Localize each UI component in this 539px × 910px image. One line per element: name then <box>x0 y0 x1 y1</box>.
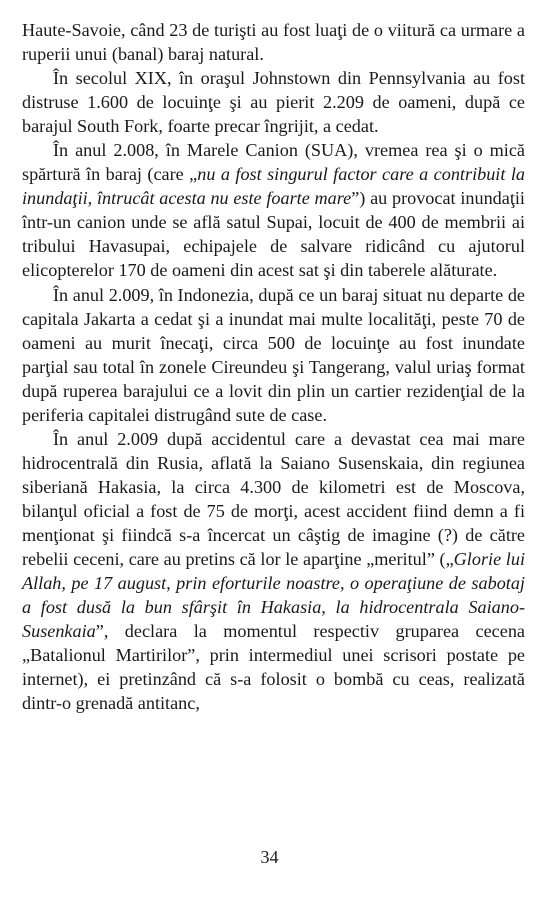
text-run: Haute-Savoie, când 23 de turişti au fost luaţi de o viitură ca urmare a ruperii unui (banal) baraj natural. <box>22 20 525 65</box>
paragraph <box>22 427 525 716</box>
text-run: În secolul XIX, în oraşul Johnstown din Pennsylvania au fost distruse 1.600 de locuinţe şi au pierit 2.209 de oameni, după ce barajul South Fork, foarte precar îngrijit, a cedat. <box>22 68 525 137</box>
text-run: În anul 2.008, în Marele Canion (SUA), vremea rea şi o mică spărtură în baraj (care „ <box>22 140 525 185</box>
italic-quote: nu a fost singurul factor care a contribuit la inundaţii, întrucât acesta nu este foarte mare <box>22 164 525 209</box>
text-run: În anul 2.009 după accidentul care a devastat cea mai mare hidrocentrală din Rusia, aflată la Saiano Susenskaia, din regiunea siberiană Hakasia, la circa 4.300 de kilometri est de Moscova, bilanţul oficial a fost de 75 de morţi, acest accident fiind demn a fi menţionat şi fiindcă s-a încercat un câştig de imagine (?) de către rebelii ceceni, care au pretins că lor le aparţine „meritul” („ <box>22 428 525 570</box>
body-text <box>22 18 525 715</box>
page-number: 34 <box>260 847 279 867</box>
text-run: ”, declara la momentul respectiv gruparea cecena „Batalionul Martirilor”, prin intermediul unei scrisori postate pe internet), ei pretinzând că s-a folosit o bombă cu ceas, realizată dintr-o grenadă antitanc, <box>22 621 525 714</box>
paragraph <box>22 283 525 427</box>
text-run: ”) au provocat inundaţii într-un canion unde se află satul Supai, locuit de 400 de membrii ai tribului Havasupai, echipajele de salvare ridicând cu ajutorul elicopterelor 170 de oameni din acest sat şi din taberele alăturate. <box>22 188 525 281</box>
paragraph <box>22 18 525 66</box>
italic-quote: Glorie lui Allah, pe 17 august, prin eforturile noastre, o operaţiune de sabotaj a fost dusă la bun sfârşit în Hakasia, la hidrocentrala Saiano-Susenkaia <box>22 549 525 642</box>
paragraph <box>22 66 525 138</box>
text-run: În anul 2.009, în Indonezia, după ce un baraj situat nu departe de capitala Jakarta a cedat şi a inundat mai multe localităţi, peste 70 de oameni au murit înecaţi, circa 500 de locuinţe au fost inundate parţial sau total în zonele Cireundeu şi Tangerang, valul uriaş format după ruperea barajului ce a lovit din plin un cartier rezidenţial de la periferia capitalei distrugând sute de case. <box>22 284 525 425</box>
paragraph <box>22 138 525 282</box>
